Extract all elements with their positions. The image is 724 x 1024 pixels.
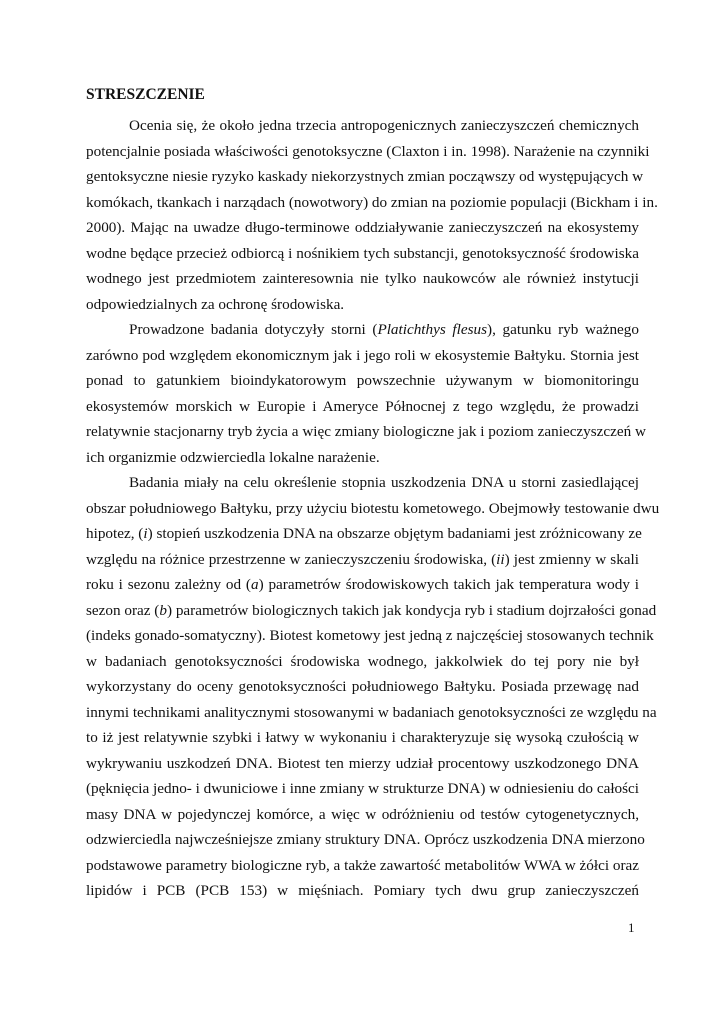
text-line: komókach, tkankach i narządach (nowotwory) do zmian na poziomie populacji (Bickham i in. (86, 193, 658, 211)
text-line: odpowiedzialnych za ochronę środowiska. (86, 295, 345, 313)
text-line: odzwierciedla najwcześniejsze zmiany struktury DNA. Oprócz uszkodzenia DNA mierzono (86, 831, 645, 849)
text-line: 2000). Mając na uwadze długo-terminowe oddziaływanie zanieczyszczeń na ekosystemy (86, 219, 639, 237)
text-line: ponad to gatunkiem bioindykatorowym powszechnie używanym w biomonitoringu (86, 372, 639, 390)
page-number: 1 (628, 920, 635, 935)
text-line: potencjalnie posiada właściwości genotoksyczne (Claxton i in. 1998). Narażenie na czynniki (86, 142, 650, 160)
text-line: względu na różnice przestrzenne w zanieczyszczeniu środowiska, (ii) jest zmienny w skali (86, 550, 639, 568)
text-line: zarówno pod względem ekonomicznym jak i jego roli w ekosystemie Bałtyku. Stornia jest (86, 346, 639, 364)
text-line: lipidów i PCB (PCB 153) w mięśniach. Pomiary tych dwu grup zanieczyszczeń (86, 882, 639, 900)
text-line: obszar południowego Bałtyku, przy użyciu biotestu kometowego. Obejmowły testowanie dwu (86, 499, 660, 517)
text-line: wodne będące przecież odbiorcą i nośnikiem tych substancji, genotoksyczność środowiska (86, 244, 639, 262)
text-line: w badaniach genotoksyczności środowiska wodnego, jakkolwiek do tej pory nie był (86, 652, 639, 670)
section-heading: STRESZCZENIE (86, 86, 205, 103)
text-line: roku i sezonu zależny od (a) parametrów środowiskowych takich jak temperatura wody i (86, 576, 639, 594)
text-line: (pęknięcia jedno- i dwuniciowe i inne zmiany w strukturze DNA) w odniesieniu do całości (86, 780, 639, 798)
text-line: wykorzystany do oceny genotoksyczności południowego Bałtyku. Posiada przewagę nad (86, 678, 639, 696)
text-line: ich organizmie odzwierciedla lokalne narażenie. (86, 448, 380, 466)
text-line: Badania miały na celu określenie stopnia uszkodzenia DNA u storni zasiedlającej (129, 474, 639, 492)
abstract-body (86, 113, 660, 904)
text-line: masy DNA w pojedynczej komórce, a więc w odróżnieniu od testów cytogenetycznych, (86, 805, 639, 823)
text-line: to iż jest relatywnie szybki i łatwy w wykonaniu i charakteryzuje się wysoką czułością w (86, 729, 639, 747)
text-line: gentoksyczne niesie ryzyko kaskady niekorzystnych zmian począwszy od występujących w (86, 168, 644, 186)
text-line: innymi technikami analitycznymi stosowanymi w badaniach genotoksyczności ze względu na (86, 703, 657, 721)
text-line: Ocenia się, że około jedna trzecia antropogenicznych zanieczyszczeń chemicznych (129, 117, 639, 134)
text-line: wodnego jest przedmiotem zainteresownia nie tylko naukowców ale również instytucji (86, 270, 639, 288)
text-line: ekosystemów morskich w Europie i Ameryce Północnej z tego względu, że prowadzi (86, 397, 639, 415)
text-line: hipotez, (i) stopień uszkodzenia DNA na obszarze objętym badaniami jest zróżnicowany ze (86, 525, 642, 543)
text-line: Prowadzone badania dotyczyły storni (Platichthys flesus), gatunku ryb ważnego (129, 321, 639, 339)
text-line: relatywnie stacjonarny tryb życia a więc zmiany biologiczne jak i poziom zanieczyszczeń w (86, 423, 647, 441)
text-line: wykrywaniu uszkodzeń DNA. Biotest ten mierzy udział procentowy uszkodzonego DNA (86, 754, 639, 772)
text-line: (indeks gonado-somatyczny). Biotest kometowy jest jedną z najczęściej stosowanych technik (86, 627, 654, 645)
text-line: sezon oraz (b) parametrów biologicznych takich jak kondycja ryb i stadium dojrzałości gonad (86, 601, 657, 619)
text-line: podstawowe parametry biologiczne ryb, a także zawartość metabolitów WWA w żółci oraz (86, 856, 640, 874)
